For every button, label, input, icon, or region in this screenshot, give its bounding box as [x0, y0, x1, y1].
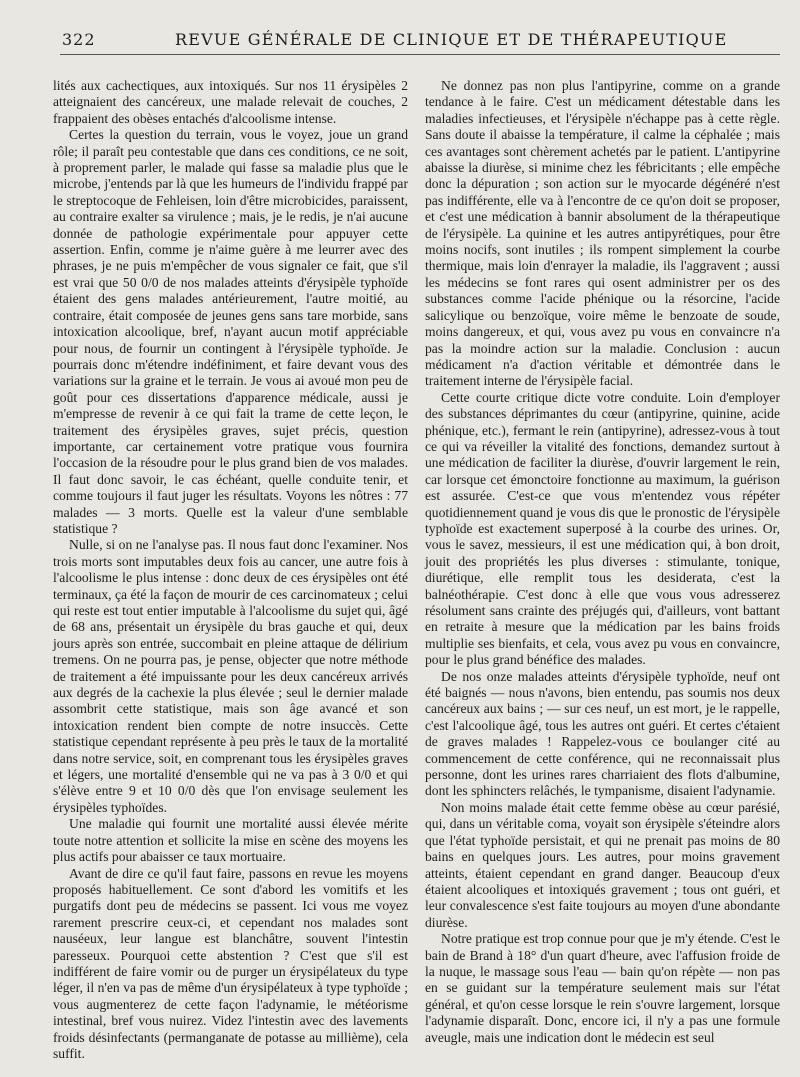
- paragraph: Cette courte critique dicte votre conduite. Loin d'employer des substances déprimantes du cœur (antipyrine, quinine, acide phénique, etc.), fermant le rein (antipyrine), adressez-vous à tout ce qui va réveiller la vitalité des fonctions, demandez surtout à une médication de faciliter la diurèse, d'ouvrir largement le rein, car lorsque cet émonctoire fonctionne au maximum, la guérison est assurée. C'est-ce que vous m'entendez vous répéter quotidiennement quand je vous dis que le pronostic de l'érysipèle typhoïde est exactement superposé à la courbe des urines. Or, vous le savez, messieurs, il est une médication qui, à bon droit, jouit des propriétés les plus diverses : stimulante, tonique, diurétique, elle remplit tous les desiderata, c'est la balnéothérapie. C'est donc à elle que vous vous adresserez résolument sans crainte des préjugés qui, d'ailleurs, vont battant en retraite à mesure que la médication par les bains froids multiplie ses bienfaits, et cela, vous avez pu vous en convaincre, pour le plus grand bénéfice des malades.: [425, 389, 780, 668]
- paragraph: lités aux cachectiques, aux intoxiqués. Sur nos 11 érysipèles 2 atteignaient des cancéreux, une malade relevait de couches, 2 frappaient des obèses entachés d'alcoolisme intense.: [53, 78, 408, 126]
- paragraph: Nulle, si on ne l'analyse pas. Il nous faut donc l'examiner. Nos trois morts sont imputables deux fois au cancer, une autre fois à l'alcoolisme le plus intense : donc deux de ces érysipèles ont été terminaux, ça été la façon de mourir de ces carcinomateux ; celui qui reste est tout entier imputable à l'alcoolisme du sujet qui, âgé de 68 ans, présentait un érysipèle du bras gauche et qui, deux jours après son entrée, succombait en pleine attaque de délirium tremens. On ne pourra pas, je pense, objecter que notre méthode de traitement a été impuissante pour les deux cancéreux arrivés aux degrés de la cachexie la plus élevée ; seul le dernier malade assombrit cette statistique, mais son âge avancé et son intoxication rendent bien compte de notre insuccès. Cette statistique cependant représente à peu près le taux de la mortalité dans notre service, soit, en comprenant tous les érysipèles graves et légers, une mortalité d'ensemble qui ne va pas à 3 0/0 et qui s'élève entre 9 et 10 0/0 dès que l'on envisage seulement les érysipèles typhoïdes.: [53, 537, 408, 815]
- paragraph: Ne donnez pas non plus l'antipyrine, comme on a grande tendance à le faire. C'est un médicament détestable dans les maladies infectieuses, et l'érysipèle n'échappe pas à cette règle. Sans doute il abaisse la température, il calme la céphalée ; mais ces avantages sont chèrement achetés par le patient. L'antipyrine abaisse la diurèse, si minime chez les fébricitants ; elle empêche donc la dépuration ; son action sur le myocarde dégénéré n'est pas indifférente, elle va à l'encontre de ce qu'on doit se proposer, et c'est une médication à bannir absolument de la thérapeutique de l'érysipèle. La quinine et les autres antipyrétiques, pour être moins nocifs, sont inutiles ; ils rompent simplement la courbe thermique, mais loin d'enrayer la maladie, ils l'aggravent ; aussi les médecins se font rares qui osent administrer per os des substances comme l'acide phénique ou la résorcine, l'acide salicylique ou benzoïque, voire même le benzoate de soude, moins dangereux, et qui, vous avez pu vous en convaincre n'a pas la moindre action sur la maladie. Conclusion : aucun médicament n'a d'action véritable et démontrée dans le traitement interne de l'érysipèle facial.: [425, 78, 780, 389]
- paragraph: Avant de dire ce qu'il faut faire, passons en revue les moyens proposés habituellement. Ce sont d'abord les vomitifs et les purgatifs dont peu de médecins se passent. Ici vous me voyez rarement prescrire ceux-ci, et cependant nos malades sont nauséeux, leur langue est blanchâtre, souvent l'intestin paresseux. Pourquoi cette abstention ? C'est que s'il est indifférent de faire vomir ou de purger un érysipélateux du type léger, il n'en va pas de même d'un érysipélateux à type typhoïde ; vous augmenterez de cette façon l'adynamie, le météorisme intestinal, bref vous nuirez. Videz l'intestin avec des lavements froids désinfectants (permanganate de potasse au millième), cela suffit.: [53, 865, 408, 1061]
- running-header: [60, 28, 780, 55]
- left-column: [53, 78, 408, 1062]
- paragraph: Non moins malade était cette femme obèse au cœur parésié, qui, dans un véritable coma, voyait son érysipèle s'éteindre alors que l'état typhoïde persistait, et qui ne prenait pas moins de 80 bains en quelques jours. Les autres, pour moins gravement atteints, étaient cependant en grand danger. Beaucoup d'eux étaient alcooliques et intoxiqués gravement ; tous ont guéri, et leur convalescence s'est faite toujours au moyen d'une abondante diurèse.: [425, 799, 780, 930]
- paragraph: Notre pratique est trop connue pour que je m'y étende. C'est le bain de Brand à 18° d'un quart d'heure, avec l'affusion froide de la nuque, le massage sous l'eau — bain qu'on répète — non pas en se guidant sur la température seulement mais sur l'état général, et qu'on cesse lorsque le rein s'ouvre largement, lorsque l'adynamie disparaît. Donc, encore ici, il n'y a pas une formule aveugle, mais une indication dont le médecin est seul: [425, 931, 780, 1045]
- running-title: REVUE GÉNÉRALE DE CLINIQUE ET DE THÉRAPEUTIQUE: [175, 30, 728, 49]
- right-column: [425, 78, 780, 1046]
- page-number: 322: [62, 30, 96, 49]
- paragraph: De nos onze malades atteints d'érysipèle typhoïde, neuf ont été baignés — nous n'avons, bien entendu, pas soumis nos deux cancéreux aux bains ; — sur ces neuf, un est mort, je le rappelle, c'est l'alcoolique âgé, tous les autres ont guéri. Et certes c'étaient de graves malades ! Rappelez-vous ce boulanger cité au commencement de cette conférence, qui ne reconnaissait plus personne, dont les urines rares charriaient des flots d'albumine, dont les sphincters relâchés, le tympanisme, disaient l'adynamie.: [425, 668, 780, 799]
- paragraph: Certes la question du terrain, vous le voyez, joue un grand rôle; il paraît peu contestable que dans ces conditions, ce ne soit, à proprement parler, le malade qui fasse sa maladie plus que le microbe, j'entends par là que les humeurs de l'individu frappé par le streptocoque de Fehleisen, loin d'être microbicides, paraissent, au contraire exalter sa virulence ; mais, je le redis, je n'ai aucune donnée de pathologie expérimentale pour appuyer cette assertion. Enfin, comme je n'aime guère à me leurrer avec des phrases, je ne puis m'empêcher de vous signaler ce fait, que s'il est vrai que 50 0/0 de nos malades atteints d'érysipèle typhoïde étaient des gens malades antérieurement, l'autre moitié, au contraire, était composée de jeunes gens sans tare morbide, sans intoxication alcoolique, bref, n'ayant aucun motif appréciable pour nous, de fournir un contingent à l'érysipèle typhoïde. Je pourrais donc m'étendre indéfiniment, et faire devant vous des variations sur la graine et le terrain. Je vous ai avoué mon peu de goût pour ces dissertations d'apparence médicale, aussi je m'empresse de revenir à ce qui fait la trame de cette leçon, le traitement des érysipèles graves, sujet précis, question importante, car certainement votre pratique vous fournira l'occasion de la résoudre pour le plus grand bien de vos malades. Il faut donc savoir, le cas échéant, quelle conduite tenir, et comme toujours il faut juger les résultats. Voyons les nôtres : 77 malades — 3 morts. Quelle est la valeur d'une semblable statistique ?: [53, 127, 408, 536]
- paragraph: Une maladie qui fournit une mortalité aussi élevée mérite toute notre attention et sollicite la mise en scène des moyens les plus actifs pour abaisser ce taux mortuaire.: [53, 816, 408, 865]
